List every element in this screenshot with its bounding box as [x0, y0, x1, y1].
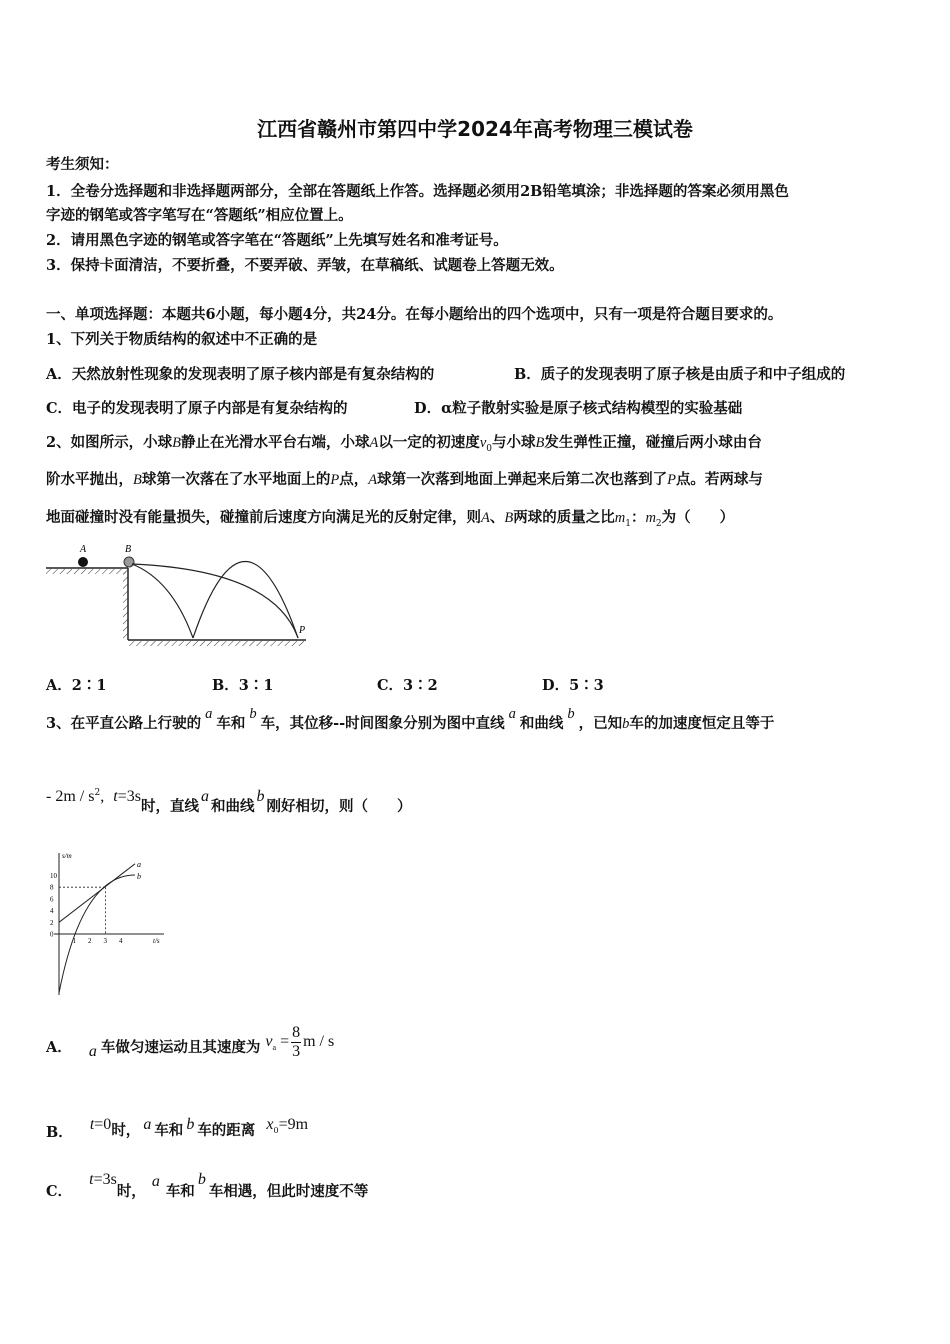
label-b: B [125, 544, 132, 555]
q3-option-c: C． t=3s时，a车和b车相遇，但此时速度不等 [46, 1171, 369, 1200]
q1-option-b: B．质子的发现表明了原子核是由质子和中子组成的 [514, 366, 846, 383]
q2-option-b: B．3∶1 [212, 677, 274, 694]
platform [46, 568, 128, 640]
y-tick-label: 10 [50, 872, 57, 880]
q1-option-a: A．天然放射性现象的发现表明了原子核内部是有复杂结构的 [46, 366, 435, 383]
notice-item-3: 3．保持卡面清洁，不要折叠，不要弄破、弄皱，在草稿纸、试题卷上答题无效。 [46, 257, 564, 274]
y-tick-label: 2 [50, 918, 54, 927]
trajectory-a-bounce [193, 562, 298, 639]
q2-figure [44, 540, 314, 650]
x-tick-label: 4 [119, 937, 123, 945]
q2-option-d: D．5∶3 [542, 677, 604, 694]
x-tick-label: 3 [103, 937, 107, 945]
y-tick-label: 6 [50, 895, 54, 904]
q2-stem-line3: 地面碰撞时没有能量损失，碰撞前后速度方向满足光的反射定律，则A、B两球的质量之比$m_1$：$m_2$为（ ） [46, 509, 735, 529]
y-tick-label: 4 [50, 907, 54, 916]
notice-item-1: 1．全卷分选择题和非选择题两部分，全部在答题纸上作答。选择题必须用2B铅笔填涂；非选择题的答案必须用黑色 [46, 183, 789, 200]
y-tick-label: 8 [50, 883, 54, 892]
q3-stem-line1: 3、在平直公路上行驶的a车和b车，其位移--时间图象分别为图中直线a和曲线b，已知b车的加速度恒定且等于 [46, 706, 775, 732]
ball-a [78, 557, 88, 567]
label-p: P [299, 625, 306, 636]
q3-graph [46, 845, 171, 1000]
ground [128, 640, 306, 646]
q2-stem-line1: 2、如图所示，小球B静止在光滑水平台右端，小球A以一定的初速度$v_0$与小球B发生弹性正撞，碰撞后两小球由台 [46, 434, 762, 454]
q3-stem-line2: - $2m / s^2$, t=3s时，直线a和曲线b刚好相切，则（ ） [46, 788, 412, 815]
label-a: A [80, 544, 87, 555]
line-a [59, 864, 135, 923]
trajectory-a-first [132, 564, 193, 638]
notice-item-2: 2．请用黑色字迹的钢笔或答字笔在“答题纸”上先填写姓名和准考证号。 [46, 232, 508, 249]
notice-item-1-cont: 字迹的钢笔或答字笔写在“答题纸”相应位置上。 [46, 207, 353, 224]
curve-b-label: b [137, 872, 141, 881]
x-tick-label: 2 [88, 937, 92, 945]
q2-option-c: C．3∶2 [377, 677, 438, 694]
notice-heading: 考生须知： [46, 156, 119, 173]
q2-option-a: A．2∶1 [46, 677, 107, 694]
x-tick-label: 1 [72, 937, 76, 945]
q2-stem-line2: 阶水平抛出，B球第一次落在了水平地面上的P点，A球第一次落到地面上弹起来后第二次也落到了P点。若两球与 [46, 471, 763, 488]
q1-option-c: C．电子的发现表明了原子内部是有复杂结构的 [46, 400, 348, 417]
q3-option-b: B． t=0时， a 车和 b 车的距离 $x_0=9m$ [46, 1116, 309, 1141]
y-tick-label: 0 [50, 930, 54, 939]
page-title: 江西省赣州市第四中学2024年高考物理三模试卷 [257, 117, 693, 141]
ball-b [124, 557, 134, 567]
y-axis-label: s/m [62, 852, 72, 860]
q1-option-d: D．α粒子散射实验是原子核式结构模型的实验基础 [414, 400, 743, 417]
x-axis-label: t/s [153, 937, 160, 945]
trajectory-b [132, 564, 298, 638]
q1-stem: 1、下列关于物质结构的叙述中不正确的是 [46, 331, 318, 348]
line-a-label: a [137, 860, 141, 869]
section-heading: 一、单项选择题：本题共6小题，每小题4分，共24分。在每小题给出的四个选项中，只有一项是符合题目要求的。 [46, 306, 783, 323]
q3-option-a: A． a 车做匀速运动且其速度为 $v_a$ = $\frac{8}{3}$ m / s [46, 1024, 335, 1061]
